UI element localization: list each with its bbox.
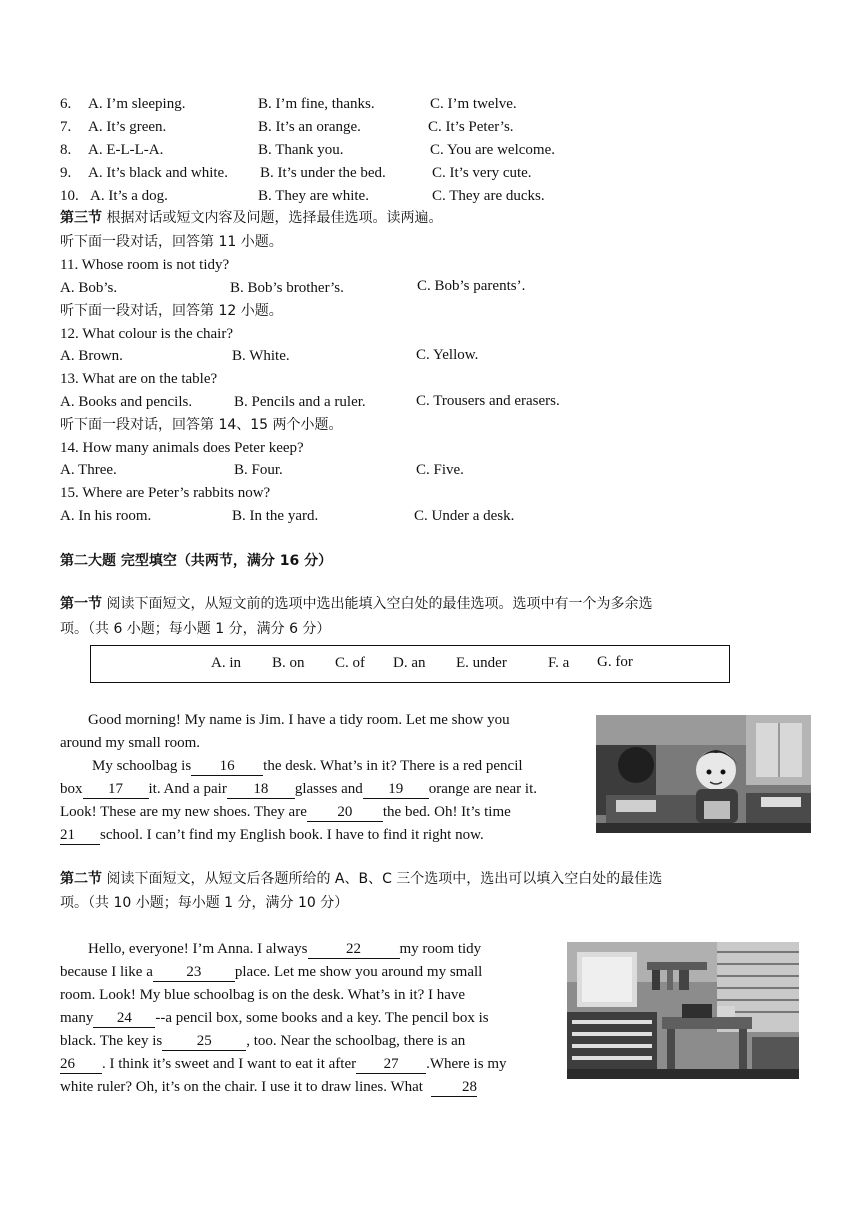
option-c: C. Yellow. — [416, 347, 479, 363]
option-b: B. In the yard. — [232, 508, 319, 524]
blank-17: 17 — [83, 780, 149, 799]
option-a: A. Books and pencils. — [60, 394, 193, 410]
text-segment: the bed. Oh! It’s time — [382, 804, 511, 820]
word-option-b: B. on — [272, 655, 305, 671]
passage-1-line — [60, 802, 511, 822]
section-label: 第三节 — [60, 210, 102, 226]
option-c: C. Trousers and erasers. — [416, 393, 560, 409]
option-b: B. It’s an orange. — [258, 119, 361, 135]
section-2-instruction-line1 — [60, 869, 662, 889]
blank-22: 22 — [308, 940, 400, 959]
question-number: 10. — [60, 188, 79, 204]
section-text: 阅读下面短文，从短文前的选项中选出能填入空白处的最佳选项。选项中有一个为多余选 — [106, 596, 653, 612]
text-segment: it. And a pair — [148, 781, 227, 797]
word-option-e: E. under — [456, 655, 507, 671]
section-label: 第一节 — [60, 596, 102, 612]
passage-2-line — [60, 1054, 506, 1074]
passage-1-line: around my small room. — [60, 735, 200, 751]
option-c: C. It’s very cute. — [432, 165, 532, 181]
text-segment: Look! These are my new shoes. They are — [60, 804, 307, 820]
blank-18: 18 — [227, 780, 295, 799]
passage-1-line — [60, 825, 484, 845]
option-c: C. They are ducks. — [432, 188, 545, 204]
question-13: 13. What are on the table? — [60, 371, 218, 387]
question-number: 8. — [60, 142, 72, 158]
passage-2-line — [60, 1008, 489, 1028]
option-c: C. Under a desk. — [414, 508, 515, 524]
option-b: B. Pencils and a ruler. — [234, 394, 366, 410]
section-text: 根据对话或短文内容及问题，选择最佳选项。读两遍。 — [106, 210, 443, 226]
blank-27: 27 — [356, 1055, 426, 1074]
text-segment: place. Let me show you around my small — [234, 964, 483, 980]
option-a: A. E-L-L-A. — [88, 142, 164, 158]
listen-instruction-14: 听下面一段对话，回答第 14、15 两个小题。 — [60, 417, 343, 433]
text-segment: white ruler? Oh, it’s on the chair. I use it to draw lines. What — [60, 1079, 423, 1095]
option-c: C. You are welcome. — [430, 142, 555, 158]
blank-16: 16 — [191, 757, 263, 776]
text-segment: box — [60, 781, 83, 797]
text-segment: many — [60, 1010, 94, 1026]
passage-1-line: Good morning! My name is Jim. I have a tidy room. Let me show you — [88, 712, 510, 728]
passage-1-line — [60, 779, 537, 799]
passage-2-line: room. Look! My blue schoolbag is on the desk. What’s in it? I have — [60, 987, 466, 1003]
blank-26: 26 — [60, 1055, 102, 1074]
question-number: 9. — [60, 165, 72, 181]
section-label: 第二节 — [60, 871, 102, 887]
option-b: B. Bob’s brother’s. — [230, 280, 344, 296]
question-12: 12. What colour is the chair? — [60, 326, 233, 342]
option-a: A. Brown. — [60, 348, 123, 364]
section-text: 阅读下面短文，从短文后各题所给的 A、B、C 三个选项中，选出可以填入空白处的最佳选 — [106, 871, 663, 887]
question-11: 11. Whose room is not tidy? — [60, 257, 230, 273]
option-a: A. Three. — [60, 462, 117, 478]
option-b: B. They are white. — [258, 188, 369, 204]
blank-21: 21 — [60, 826, 100, 845]
text-segment: .Where is my — [426, 1056, 507, 1072]
option-b: B. Thank you. — [258, 142, 344, 158]
word-option-g: G. for — [597, 654, 633, 670]
blank-25: 25 — [162, 1032, 246, 1051]
option-a: A. I’m sleeping. — [88, 96, 186, 112]
question-number: 6. — [60, 96, 72, 112]
blank-24: 24 — [93, 1009, 155, 1028]
option-c: C. I’m twelve. — [430, 96, 517, 112]
text-segment: glasses and — [294, 781, 363, 797]
passage-2-line — [88, 939, 481, 959]
section-2-instruction-line2: 项。（共 10 小题；每小题 1 分，满分 10 分） — [60, 895, 349, 911]
text-segment: school. I can’t find my English book. I have to find it right now. — [100, 827, 484, 843]
question-15: 15. Where are Peter’s rabbits now? — [60, 485, 271, 501]
passage-2-line — [60, 962, 482, 982]
text-segment: the desk. What’s in it? There is a red pencil — [263, 758, 523, 774]
text-segment: --a pencil box, some books and a key. The pencil box is — [155, 1010, 489, 1026]
text-segment: My schoolbag is — [92, 758, 192, 774]
passage-2-line — [60, 1031, 465, 1051]
option-c: C. Five. — [416, 462, 464, 478]
text-segment: Hello, everyone! I’m Anna. I always — [88, 941, 308, 957]
word-option-a: A. in — [211, 655, 241, 671]
option-a: A. In his room. — [60, 508, 152, 524]
question-number: 7. — [60, 119, 72, 135]
option-a: A. It’s green. — [88, 119, 167, 135]
text-segment: my room tidy — [399, 941, 482, 957]
question-14: 14. How many animals does Peter keep? — [60, 440, 304, 456]
passage-2-line — [60, 1077, 477, 1097]
option-b: B. Four. — [234, 462, 283, 478]
option-a: A. It’s a dog. — [90, 188, 168, 204]
listen-instruction-12: 听下面一段对话，回答第 12 小题。 — [60, 303, 283, 319]
option-c: C. It’s Peter’s. — [428, 119, 514, 135]
text-segment: because I like a — [60, 964, 153, 980]
part-2-heading: 第二大题 完型填空（共两节，满分 16 分） — [60, 553, 333, 569]
option-b: B. I’m fine, thanks. — [258, 96, 375, 112]
section-1-instruction-line1 — [60, 594, 652, 614]
blank-19: 19 — [363, 780, 429, 799]
option-b: B. It’s under the bed. — [260, 165, 386, 181]
section-1-instruction-line2: 项。（共 6 小题；每小题 1 分，满分 6 分） — [60, 621, 331, 637]
text-segment: black. The key is — [60, 1033, 163, 1049]
text-segment: orange are near it. — [428, 781, 538, 797]
blank-20: 20 — [307, 803, 383, 822]
section-3-instruction — [60, 208, 442, 228]
listen-instruction-11: 听下面一段对话，回答第 11 小题。 — [60, 234, 283, 250]
option-c: C. Bob’s parents’. — [417, 278, 526, 294]
text-segment: . I think it’s sweet and I want to eat it after — [102, 1056, 357, 1072]
word-option-c: C. of — [335, 655, 365, 671]
passage-1-line — [92, 756, 523, 776]
text-segment: , too. Near the schoolbag, there is an — [246, 1033, 466, 1049]
word-option-f: F. a — [548, 655, 570, 671]
blank-28: 28 — [431, 1078, 477, 1097]
tidy-room-illustration — [567, 942, 799, 1079]
boy-room-illustration — [596, 715, 811, 833]
blank-23: 23 — [153, 963, 235, 982]
option-a: A. It’s black and white. — [88, 165, 228, 181]
option-a: A. Bob’s. — [60, 280, 118, 296]
word-option-d: D. an — [393, 655, 426, 671]
option-b: B. White. — [232, 348, 290, 364]
